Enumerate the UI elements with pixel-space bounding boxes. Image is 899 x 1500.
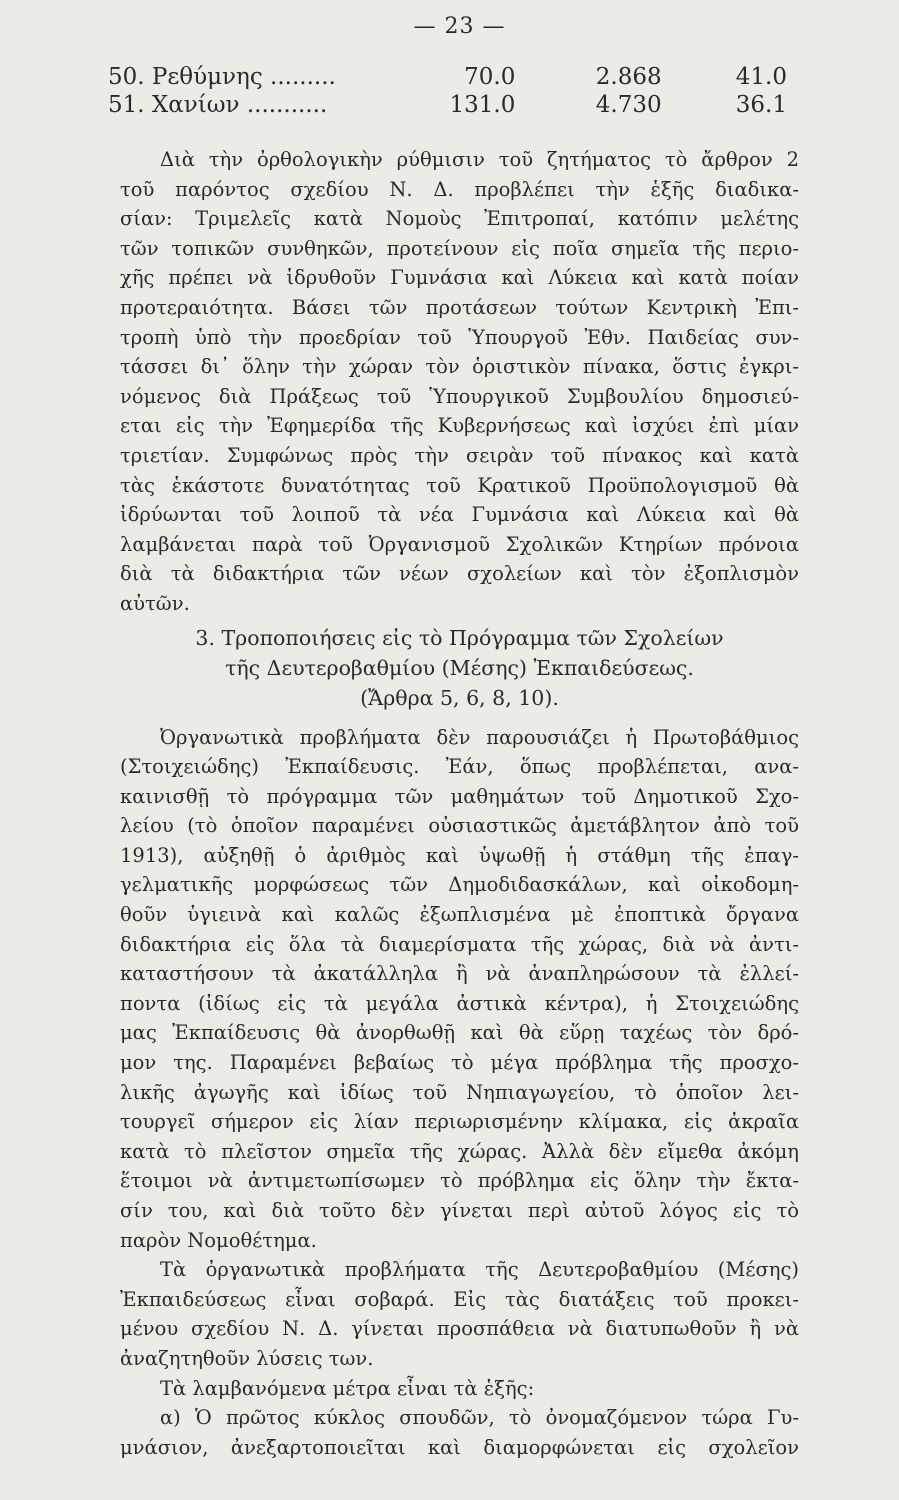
text-line: τροπὴ ὑπὸ τὴν προεδρίαν τοῦ Ὑπουργοῦ Ἐθν. Παιδείας συν-	[120, 325, 799, 349]
text-line: τῶν τοπικῶν συνθηκῶν, προτείνουν εἰς ποῖα σημεῖα τῆς περιο-	[120, 236, 799, 260]
text-line: σίν του, καὶ διὰ τοῦτο δὲν γίνεται περὶ αὐτοῦ λόγος εἰς τὸ	[120, 1199, 799, 1222]
paragraph-primary-education	[120, 723, 799, 1256]
text-line: λαμβάνεται παρὰ τοῦ Ὀργανισμοῦ Σχολικῶν Κτηρίων πρόνοια	[120, 532, 799, 556]
paragraph-measure-a	[120, 1403, 799, 1462]
table-row	[108, 91, 787, 119]
text-line: μνάσιον, ἀνεξαρτοποιεῖται καὶ διαμορφώνεται εἰς σχολεῖον	[120, 1435, 799, 1459]
row-value-a: 131.0	[449, 92, 516, 118]
text-line: ἀναζητηθοῦν λύσεις των.	[120, 1346, 374, 1370]
row-value-c: 41.0	[735, 64, 787, 90]
text-line: παρὸν Νομοθέτημα.	[120, 1228, 317, 1252]
text-line: γελματικῆς μορφώσεως τῶν Δημοδιδασκάλων, καὶ οἰκοδομη-	[120, 873, 799, 897]
text-line: ἱδρύωνται τοῦ λοιποῦ τὰ νέα Γυμνάσια καὶ Λύκεια καὶ θὰ	[120, 503, 799, 527]
text-line: χῆς πρέπει νὰ ἱδρυθοῦν Γυμνάσια καὶ Λύκεια καὶ κατὰ ποίαν	[120, 266, 799, 290]
text-line: α) Ὁ πρῶτος κύκλος σπουδῶν, τὸ ὀνομαζόμενον τώρα Γυ-	[160, 1406, 799, 1430]
text-line: τάσσει δι᾽ ὅλην τὴν χώραν τὸν ὁριστικὸν πίνακα, ὅστις ἐγκρι-	[120, 355, 799, 379]
text-line: τοῦ παρόντος σχεδίου Ν. Δ. προβλέπει τὴν ἑξῆς διαδικα-	[120, 177, 799, 201]
text-line: μας Ἐκπαίδευσις θὰ ἀνορθωθῇ καὶ θὰ εὕρῃ ταχέως τὸν δρό-	[120, 1021, 799, 1045]
section-heading	[120, 623, 799, 713]
text-line: κατὰ τὸ πλεῖστον σημεῖα τῆς χώρας. Ἀλλὰ δὲν εἴμεθα ἀκόμη	[120, 1139, 799, 1163]
text-line: προτεραιότητα. Βάσει τῶν προτάσεων τούτων Κεντρικὴ Ἐπι-	[120, 295, 799, 319]
heading-line: (Ἄρθρα 5, 6, 8, 10).	[360, 685, 559, 710]
paragraph-article-2	[120, 145, 799, 619]
text-line: διδακτήρια εἰς ὅλα τὰ διαμερίσματα τῆς χώρας, διὰ νὰ ἀντι-	[120, 932, 799, 956]
row-label: 51. Χανίων ...........	[108, 92, 328, 118]
text-line: Τὰ λαμβανόμενα μέτρα εἶναι τὰ ἑξῆς:	[160, 1376, 535, 1400]
text-line: (Στοιχειώδης) Ἐκπαίδευσις. Ἐάν, ὅπως προβλέπεται, ανα-	[120, 755, 799, 779]
row-label: 50. Ρεθύμνης .........	[108, 64, 336, 90]
text-line: καινισθῇ τὸ πρόγραμμα τῶν μαθημάτων τοῦ Δημοτικοῦ Σχο-	[120, 784, 799, 808]
text-line: Ὀργανωτικὰ προβλήματα δὲν παρουσιάζει ἡ Πρωτοβάθμιος	[160, 725, 799, 749]
text-line: τουργεῖ σήμερον εἰς λίαν περιωρισμένην κλίμακα, εἰς ἀκραῖα	[120, 1110, 799, 1134]
row-value-a: 70.0	[464, 64, 516, 90]
text-line: 1913), αὐξηθῇ ὁ ἀριθμὸς καὶ ὑψωθῇ ἡ στάθμη τῆς ἐπαγ-	[120, 843, 799, 867]
paragraph-secondary-education	[120, 1255, 799, 1373]
text-line: μένου σχεδίου Ν. Δ. γίνεται προσπάθεια νὰ διατυπωθοῦν ἢ νὰ	[120, 1317, 799, 1341]
text-line: Ἐκπαιδεύσεως εἶναι σοβαρά. Εἰς τὰς διατάξεις τοῦ προκει-	[120, 1287, 799, 1311]
heading-line: τῆς Δευτεροβαθμίου (Μέσης) Ἐκπαιδεύσεως.	[225, 655, 694, 680]
text-line: ποντα (ἰδίως εἰς τὰ μεγάλα ἀστικὰ κέντρα), ἡ Στοιχειώδης	[120, 991, 799, 1015]
text-line: Διὰ τὴν ὀρθολογικὴν ρύθμισιν τοῦ ζητήματος τὸ ἄρθρον 2	[160, 148, 799, 171]
text-line: Τὰ ὀργανωτικὰ προβλήματα τῆς Δευτεροβαθμίου (Μέσης)	[160, 1258, 799, 1282]
table-row	[108, 63, 787, 91]
text-line: λικῆς ἀγωγῆς καὶ ἰδίως τοῦ Νηπιαγωγείου, τὸ ὁποῖον λει-	[120, 1080, 799, 1104]
row-value-c: 36.1	[735, 92, 787, 118]
text-line: διὰ τὰ διδακτήρια τῶν νέων σχολείων καὶ τὸν ἐξοπλισμὸν	[120, 562, 799, 586]
text-line: νόμενος διὰ Πράξεως τοῦ Ὑπουργικοῦ Συμβουλίου δημοσιεύ-	[120, 384, 799, 408]
statistics-table	[108, 63, 787, 119]
text-line: τριετίαν. Συμφώνως πρὸς τὴν σειρὰν τοῦ πίνακος καὶ κατὰ	[120, 443, 799, 467]
row-value-b: 2.868	[595, 64, 662, 90]
text-line: τὰς ἑκάστοτε δυνατότητας τοῦ Κρατικοῦ Προϋπολογισμοῦ θὰ	[120, 473, 799, 497]
heading-line: 3. Τροποποιήσεις εἰς τὸ Πρόγραμμα τῶν Σχολείων	[195, 625, 724, 650]
paragraph-measures-intro	[120, 1374, 799, 1404]
row-value-b: 4.730	[595, 92, 662, 118]
text-line: ἕτοιμοι νὰ ἀντιμετωπίσωμεν τὸ πρόβλημα εἰς ὅλην τὴν ἔκτα-	[120, 1169, 799, 1193]
text-line: καταστήσουν τὰ ἀκατάλληλα ἢ νὰ ἀναπληρώσουν τὰ ἐλλεί-	[120, 962, 799, 986]
text-line: εται εἰς τὴν Ἐφημερίδα τῆς Κυβερνήσεως καὶ ἰσχύει ἐπὶ μίαν	[120, 414, 799, 438]
text-line: λείου (τὸ ὁποῖον παραμένει οὐσιαστικῶς ἀμετάβλητον ἀπὸ τοῦ	[120, 814, 799, 838]
text-line: μον της. Παραμένει βεβαίως τὸ μέγα πρόβλημα τῆς προσχο-	[120, 1051, 799, 1075]
text-line: σίαν: Τριμελεῖς κατὰ Νομοὺς Ἐπιτροπαί, κατόπιν μελέτης	[120, 207, 799, 231]
text-line: αὐτῶν.	[120, 591, 190, 615]
page-number: — 23 —	[413, 14, 506, 39]
text-line: θοῦν ὑγιεινὰ καὶ καλῶς ἐξωπλισμένα μὲ ἐποπτικὰ ὄργανα	[120, 903, 799, 927]
